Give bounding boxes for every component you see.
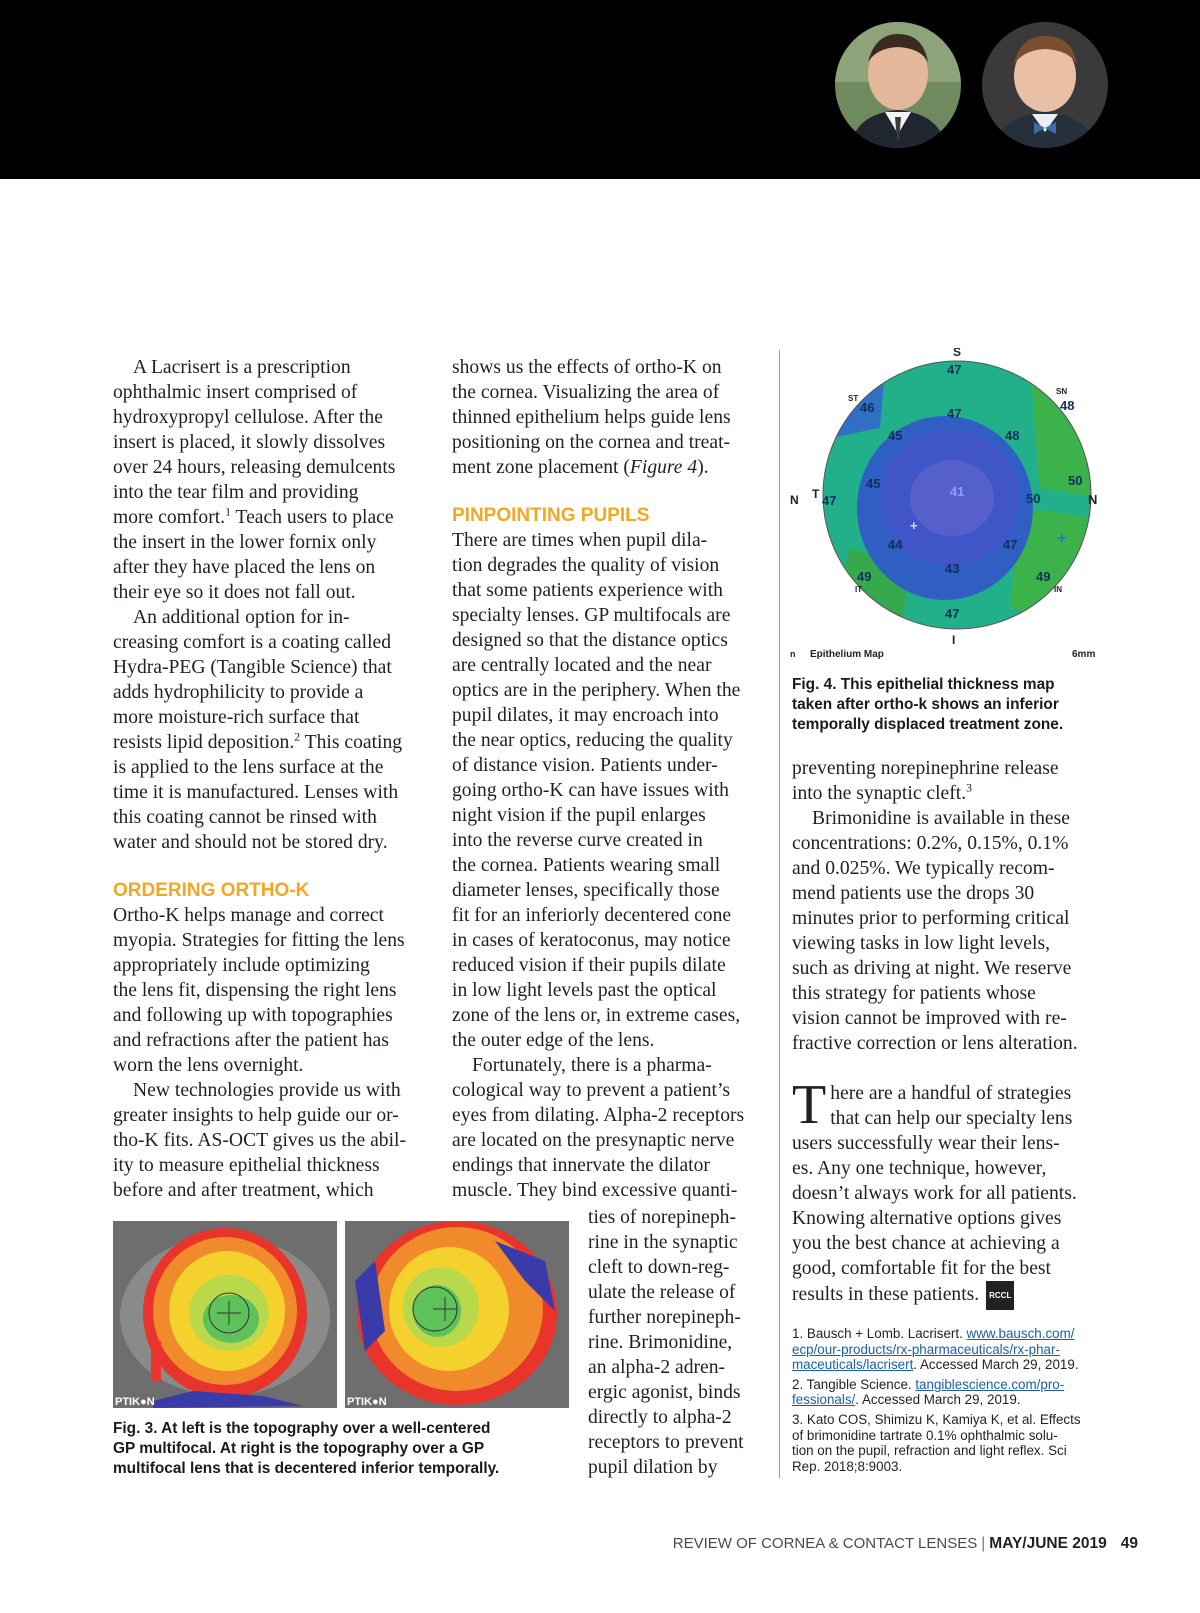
text-line: cleft to down-reg- — [588, 1257, 730, 1278]
text-line: the outer edge of the lens. — [452, 1030, 655, 1051]
pupil-center-mark: + — [910, 518, 918, 533]
reference-text: of brimonidine tartrate 0.1% ophthalmic solu- — [792, 1427, 1058, 1443]
map-value: 45 — [866, 476, 881, 491]
text-line: Knowing alternative options gives — [792, 1208, 1062, 1229]
article-column-3 — [792, 756, 1112, 1310]
map-footer-letter: n — [790, 649, 796, 659]
text-line: adds hydrophilicity to provide a — [113, 682, 364, 703]
text-line: more moisture-rich surface that — [113, 707, 360, 728]
map-label-it: IT — [855, 585, 863, 594]
text-fragment: resists lipid deposition. — [113, 732, 295, 753]
issue-date: MAY/JUNE 2019 — [989, 1535, 1107, 1552]
text-line: and 0.025%. We typically recom- — [792, 858, 1055, 879]
text-line: the lens fit, dispensing the right lens — [113, 980, 397, 1001]
text-line: that some patients experience with — [452, 580, 723, 601]
text-line: optics are in the periphery. When the — [452, 680, 741, 701]
paragraph — [113, 1078, 433, 1203]
text-line: es. Any one technique, however, — [792, 1158, 1047, 1179]
text-line: the insert in the lower fornix only — [113, 532, 377, 553]
figure-3-caption — [113, 1419, 573, 1479]
text-line: ties of norepineph- — [588, 1207, 736, 1228]
text-line: cological way to prevent a patient’s — [452, 1080, 731, 1101]
footer-separator: | — [981, 1535, 986, 1552]
paragraph — [792, 756, 1112, 806]
text-line: mend patients use the drops 30 — [792, 883, 1035, 904]
text-line: doesn’t always work for all patients. — [792, 1183, 1077, 1204]
text-line: in cases of keratoconus, may notice — [452, 930, 731, 951]
text-line: time it is manufactured. Lenses with — [113, 782, 399, 803]
text-line: zone of the lens or, in extreme cases, — [452, 1005, 741, 1026]
paragraph — [452, 355, 772, 480]
text-line: creasing comfort is a coating called — [113, 632, 392, 653]
text-line: night vision if the pupil enlarges — [452, 805, 706, 826]
text-line: viewing tasks in low light levels, — [792, 933, 1050, 954]
text-line: An additional option for in- — [133, 607, 350, 628]
text-line: diameter lenses, specifically those — [452, 880, 720, 901]
text-line: and following up with topographies — [113, 1005, 393, 1026]
reference-1 — [792, 1326, 1122, 1373]
article-column-2 — [452, 355, 772, 1203]
caption-line: temporally displaced treatment zone. — [792, 716, 1064, 733]
text-line: Fortunately, there is a pharma- — [472, 1055, 712, 1076]
text-line: rine in the synaptic — [588, 1232, 738, 1253]
text-line: fractive correction or lens alteration. — [792, 1033, 1078, 1054]
text-line: pupil dilates, it may encroach into — [452, 705, 719, 726]
text-line: shows us the effects of ortho-K on — [452, 357, 722, 378]
map-value: 50 — [1068, 473, 1083, 488]
text-line: are centrally located and the near — [452, 655, 712, 676]
text-line: insert is placed, it slowly dissolves — [113, 432, 386, 453]
map-label-sn: SN — [1056, 387, 1068, 396]
text-line: myopia. Strategies for fitting the lens — [113, 930, 405, 951]
topography-right-graphic — [345, 1221, 569, 1408]
references — [792, 1326, 1122, 1478]
corneal-apex-mark: + — [1057, 530, 1067, 547]
map-value: 48 — [1005, 428, 1020, 443]
text-line: their eye so it does not fall out. — [113, 582, 356, 603]
text-line: this strategy for patients whose — [792, 983, 1036, 1004]
text-line: ergic agonist, binds — [588, 1382, 741, 1403]
text-line: greater insights to help guide our or- — [113, 1105, 399, 1126]
text-line: here are a handful of strategies — [830, 1083, 1072, 1104]
text-line: users successfully wear their lens- — [792, 1133, 1060, 1154]
paragraph — [113, 605, 433, 855]
caption-line: Fig. 3. At left is the topography over a well-centered — [113, 1420, 491, 1437]
reference-link[interactable]: tangiblescience.com/pro- — [915, 1376, 1065, 1392]
text-line: A Lacrisert is a prescription — [133, 357, 351, 378]
text-line: the near optics, reducing the quality — [452, 730, 733, 751]
text-line: worn the lens overnight. — [113, 1055, 304, 1076]
reference-text: tion on the pupil, refraction and light reflex. Sci — [792, 1443, 1067, 1459]
map-footer-label: Epithelium Map — [810, 649, 884, 660]
figure-4-epithelium-map — [790, 348, 1110, 666]
text-line: positioning on the cornea and treat- — [452, 432, 731, 453]
map-value: 46 — [860, 400, 875, 415]
reference-link[interactable]: maceuticals/lacrisert — [792, 1357, 914, 1373]
text-fragment: This coating — [304, 732, 403, 753]
text-line: you the best chance at achieving a — [792, 1233, 1060, 1254]
map-label-left-edge: N — [790, 493, 799, 507]
paragraph — [452, 1053, 772, 1203]
text-line: endings that innervate the dilator — [452, 1155, 710, 1176]
map-label-st: ST — [848, 394, 859, 403]
text-line: concentrations: 0.2%, 0.15%, 0.1% — [792, 833, 1069, 854]
map-value: 47 — [947, 406, 962, 421]
figure-3-right-topography — [345, 1221, 569, 1408]
reference-text: 3. Kato COS, Shimizu K, Kamiya K, et al. Effects — [792, 1411, 1081, 1427]
drop-cap: T — [792, 1074, 827, 1136]
map-label-temporal: T — [812, 487, 820, 501]
epithelium-map-graphic — [790, 348, 1110, 666]
reference-link[interactable]: fessionals/ — [792, 1392, 856, 1408]
author-photo-1 — [835, 22, 961, 148]
text-fragment: ). — [697, 457, 709, 478]
citation-marker: 2 — [294, 730, 301, 744]
text-line: Hydra-PEG (Tangible Science) that — [113, 657, 392, 678]
text-line: receptors to prevent — [588, 1432, 744, 1453]
paragraph — [792, 806, 1112, 1056]
map-value: 47 — [822, 493, 837, 508]
publication-name: REVIEW OF CORNEA & CONTACT LENSES — [672, 1535, 978, 1552]
end-of-article-badge: RCCL — [986, 1281, 1014, 1310]
text-line: in low light levels past the optical — [452, 980, 717, 1001]
text-line: tion degrades the quality of vision — [452, 555, 720, 576]
caption-line: multifocal lens that is decentered inferior temporally. — [113, 1460, 500, 1477]
text-line: pupil dilation by — [588, 1457, 718, 1478]
text-line: further norepineph- — [588, 1307, 741, 1328]
text-line — [113, 730, 433, 755]
map-value: 43 — [945, 561, 960, 576]
text-line — [792, 781, 1112, 806]
map-value: 45 — [888, 428, 903, 443]
map-value: 47 — [945, 606, 960, 621]
page-footer — [673, 1535, 1138, 1553]
map-value: 50 — [1026, 491, 1041, 506]
author-photo-2 — [982, 22, 1108, 148]
reference-text: 2. Tangible Science. — [792, 1376, 916, 1392]
paragraph — [113, 903, 433, 1078]
text-line: appropriately include optimizing — [113, 955, 370, 976]
figure-3-left-topography — [113, 1221, 337, 1408]
map-value: 47 — [1003, 537, 1018, 552]
text-line: thinned epithelium helps guide lens — [452, 407, 731, 428]
text-line: minutes prior to performing critical — [792, 908, 1070, 929]
citation-marker: 3 — [966, 781, 972, 795]
figure-4-caption — [792, 675, 1112, 735]
text-line: ulate the release of — [588, 1282, 736, 1303]
map-label-inferior: I — [952, 633, 956, 647]
text-line: and refractions after the patient has — [113, 1030, 389, 1051]
text-line: vision cannot be improved with re- — [792, 1008, 1067, 1029]
reference-link[interactable]: ecp/our-products/rx-pharmaceuticals/rx-phar- — [792, 1341, 1060, 1357]
map-footer-scale: 6mm — [1072, 649, 1096, 660]
reference-link[interactable]: www.bausch.com/ — [966, 1326, 1075, 1341]
text-line: Ortho-K helps manage and correct — [113, 905, 384, 926]
map-label-nasal: N — [1088, 492, 1098, 507]
text-line: ophthalmic insert comprised of — [113, 382, 358, 403]
map-value: 47 — [947, 362, 962, 377]
text-fragment: into the synaptic cleft. — [792, 783, 967, 804]
text-line: before and after treatment, which — [113, 1180, 374, 1201]
text-line: over 24 hours, releasing demulcents — [113, 457, 396, 478]
reference-text: . Accessed March 29, 2019. — [855, 1392, 1021, 1408]
text-fragment: results in these patients. — [792, 1284, 980, 1305]
text-line: good, comfortable fit for the best — [792, 1258, 1051, 1279]
article-column-2-continuation — [588, 1205, 768, 1480]
citation-marker: 1 — [225, 505, 231, 519]
text-line: specialty lenses. GP multifocals are — [452, 605, 731, 626]
text-line: ity to measure epithelial thickness — [113, 1155, 380, 1176]
text-line: tho-K fits. AS-OCT gives us the abil- — [113, 1130, 406, 1151]
text-line: There are times when pupil dila- — [452, 530, 708, 551]
reference-text: 1. Bausch + Lomb. Lacrisert. — [792, 1326, 967, 1341]
caption-line: GP multifocal. At right is the topography over a GP — [113, 1440, 485, 1457]
text-line: into the tear film and providing — [113, 482, 359, 503]
text-fragment: Teach users to place — [235, 507, 394, 528]
text-line: Brimonidine is available in these — [812, 808, 1070, 829]
caption-line: taken after ortho-k shows an inferior — [792, 696, 1059, 713]
page-number: 49 — [1120, 1535, 1138, 1552]
text-line: rine. Brimonidine, — [588, 1332, 733, 1353]
text-line: directly to alpha-2 — [588, 1407, 732, 1428]
text-line: reduced vision if their pupils dilate — [452, 955, 726, 976]
text-line: designed so that the distance optics — [452, 630, 728, 651]
article-column-1 — [113, 355, 433, 1203]
topography-left-graphic — [113, 1221, 337, 1408]
header-banner — [0, 0, 1200, 179]
figure-reference: Figure 4 — [629, 457, 698, 478]
map-value: 44 — [888, 537, 903, 552]
text-line: muscle. They bind excessive quanti- — [452, 1180, 738, 1201]
map-value: 48 — [1060, 398, 1075, 413]
section-heading: ORDERING ORTHO-K — [113, 880, 310, 901]
text-line: the cornea. Visualizing the area of — [452, 382, 720, 403]
text-line: such as driving at night. We reserve — [792, 958, 1072, 979]
column-divider — [779, 350, 780, 1478]
text-line: an alpha-2 adren- — [588, 1357, 726, 1378]
map-value: 49 — [857, 569, 872, 584]
text-line: eyes from dilating. Alpha-2 receptors — [452, 1105, 745, 1126]
text-line: after they have placed the lens on — [113, 557, 376, 578]
text-line: of distance vision. Patients under- — [452, 755, 718, 776]
text-line: hydroxypropyl cellulose. After the — [113, 407, 383, 428]
device-brand-label: PTIK●N — [347, 1396, 387, 1408]
reference-text: Rep. 2018;8:9003. — [792, 1458, 903, 1474]
map-label-in: IN — [1054, 585, 1062, 594]
text-line — [792, 1281, 1112, 1310]
map-value: 41 — [950, 484, 965, 499]
text-line: fit for an inferiorly decentered cone — [452, 905, 732, 926]
device-brand-label: PTIK●N — [115, 1396, 155, 1408]
caption-line: Fig. 4. This epithelial thickness map — [792, 676, 1055, 693]
paragraph — [588, 1205, 768, 1480]
text-fragment: ment zone placement ( — [452, 457, 630, 478]
text-line — [452, 455, 772, 480]
text-line: New technologies provide us with — [133, 1080, 401, 1101]
map-label-superior: S — [953, 348, 962, 359]
text-line — [113, 505, 433, 530]
reference-text: . Accessed March 29, 2019. — [913, 1357, 1079, 1373]
paragraph — [452, 528, 772, 1053]
text-line: are located on the presynaptic nerve — [452, 1130, 735, 1151]
text-line: the cornea. Patients wearing small — [452, 855, 721, 876]
map-value: 49 — [1036, 569, 1051, 584]
text-line: is applied to the lens surface at the — [113, 757, 384, 778]
reference-3 — [792, 1412, 1122, 1474]
reference-2 — [792, 1377, 1122, 1408]
text-line: this coating cannot be rinsed with — [113, 807, 377, 828]
text-line: going ortho-K can have issues with — [452, 780, 729, 801]
closing-paragraph — [792, 1074, 1112, 1310]
text-fragment: more comfort. — [113, 507, 226, 528]
text-line: water and should not be stored dry. — [113, 832, 388, 853]
paragraph — [113, 355, 433, 605]
section-heading: PINPOINTING PUPILS — [452, 505, 650, 526]
text-line: into the reverse curve created in — [452, 830, 703, 851]
text-line: that can help our specialty lens — [830, 1108, 1073, 1129]
text-line: preventing norepinephrine release — [792, 758, 1059, 779]
